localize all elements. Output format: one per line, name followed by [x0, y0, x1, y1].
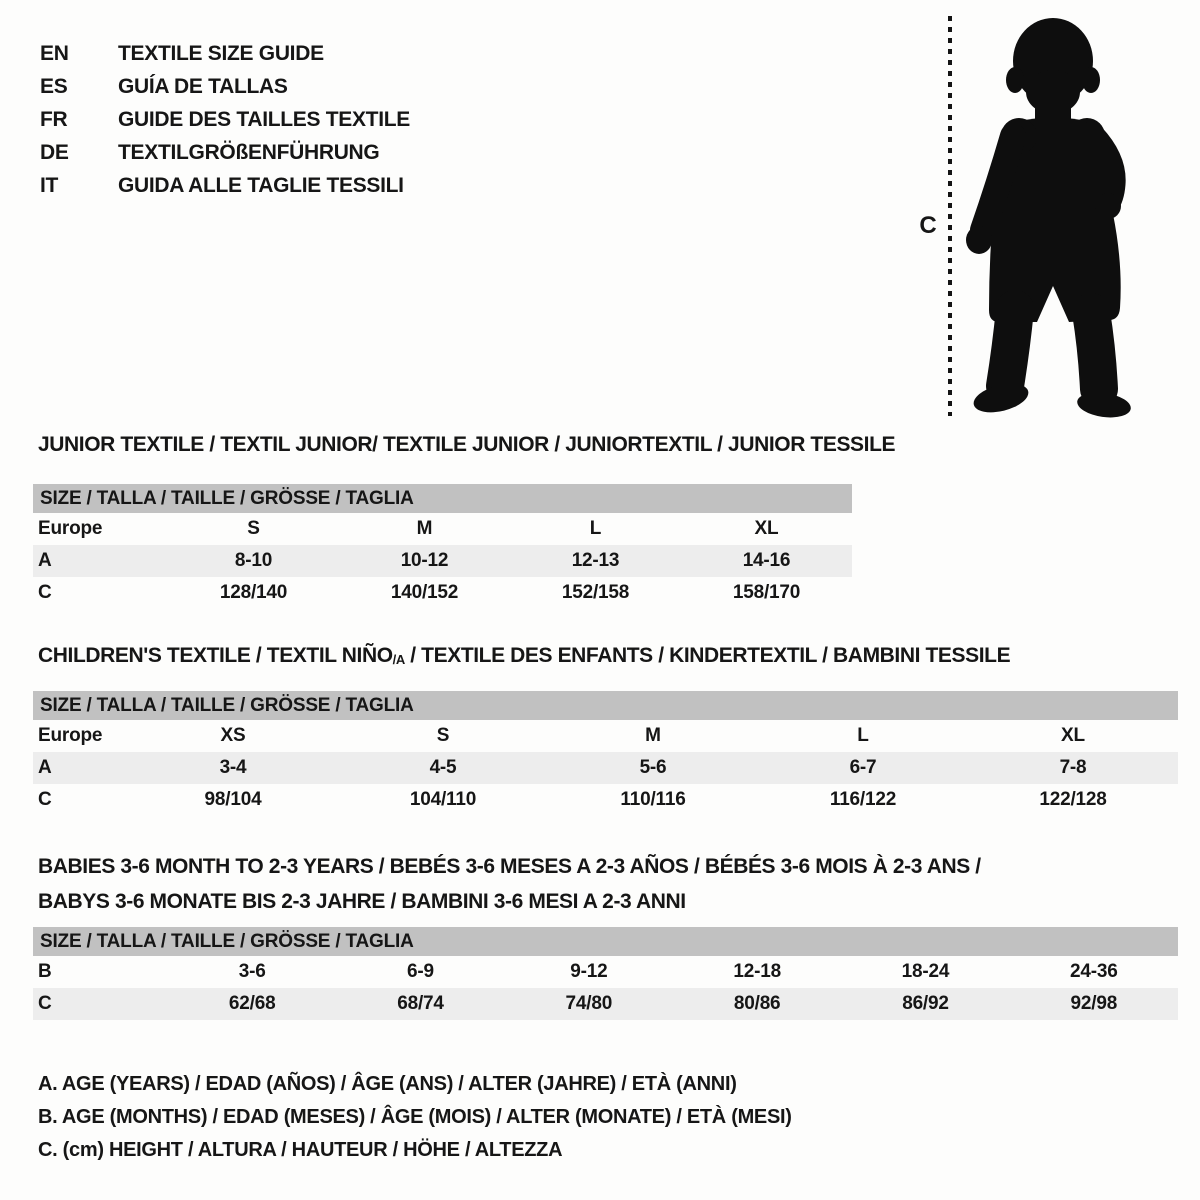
language-row: [40, 70, 410, 103]
babies-title-line1: BABIES 3-6 MONTH TO 2-3 YEARS / BEBÉS 3-6 MESES A 2-3 AÑOS / BÉBÉS 3-6 MOIS À 2-3 ANS /: [38, 855, 981, 878]
age-cell: 10-12: [339, 545, 510, 577]
children-title-part: / TEXTILE DES ENFANTS / KINDERTEXTIL / BAMBINI TESSILE: [404, 644, 1011, 667]
height-cell: 122/128: [1039, 789, 1107, 810]
table-row: [33, 988, 1178, 1020]
age-cell: 18-24: [901, 961, 950, 982]
size-header-label: SIZE / TALLA / TAILLE / GRÖSSE / TAGLIA: [33, 691, 1178, 720]
guide-title: GUÍA DE TALLAS: [118, 75, 288, 98]
age-cell: 12-13: [510, 545, 681, 577]
table-row: [33, 784, 1178, 816]
language-row: [40, 103, 410, 136]
age-cell: 7-8: [968, 752, 1178, 784]
height-cell: 92/98: [1010, 988, 1178, 1020]
table-row: [33, 752, 1178, 784]
row-label: B: [38, 961, 52, 982]
toddler-silhouette: [963, 14, 1135, 418]
row-label: C: [33, 988, 168, 1020]
babies-section-title: [38, 849, 981, 919]
height-cell: 104/110: [409, 789, 477, 810]
age-cell: 5-6: [548, 752, 758, 784]
row-label: A: [33, 545, 168, 577]
size-cell: XL: [754, 518, 779, 539]
height-cell: 98/104: [204, 789, 262, 810]
table-row: [33, 577, 852, 609]
height-cell: 74/80: [505, 988, 673, 1020]
footnote-a: A. AGE (YEARS) / EDAD (AÑOS) / ÂGE (ANS) / ALTER (JAHRE) / ETÀ (ANNI): [38, 1073, 737, 1095]
junior-section-title: JUNIOR TEXTILE / TEXTIL JUNIOR/ TEXTILE JUNIOR / JUNIORTEXTIL / JUNIOR TESSILE: [38, 433, 896, 456]
height-cell: 86/92: [841, 988, 1009, 1020]
language-title-list: [40, 37, 410, 202]
height-cell: 128/140: [219, 582, 288, 603]
row-label: Europe: [38, 725, 103, 746]
language-row: [40, 136, 410, 169]
height-cell: 152/158: [561, 582, 630, 603]
height-cell: 62/68: [168, 988, 336, 1020]
age-cell: 3-4: [128, 752, 338, 784]
language-code: FR: [40, 108, 68, 131]
age-cell: 14-16: [681, 545, 852, 577]
row-label: A: [33, 752, 128, 784]
size-cell: XS: [220, 725, 246, 746]
size-header-label: SIZE / TALLA / TAILLE / GRÖSSE / TAGLIA: [33, 484, 852, 513]
children-title-sub: /A: [392, 652, 405, 667]
size-cell: S: [436, 725, 450, 746]
language-code: IT: [40, 174, 59, 197]
height-cell: 158/170: [732, 582, 801, 603]
size-header-label: SIZE / TALLA / TAILLE / GRÖSSE / TAGLIA: [33, 927, 1178, 956]
legend-footnotes: [38, 1068, 792, 1167]
footnote-c: C. (cm) HEIGHT / ALTURA / HAUTEUR / HÖHE / ALTEZZA: [38, 1139, 563, 1161]
guide-title: GUIDA ALLE TAGLIE TESSILI: [118, 174, 404, 197]
junior-size-table: [33, 484, 852, 609]
height-measure-label: C: [919, 212, 937, 239]
row-label: Europe: [38, 518, 103, 539]
height-cell: 140/152: [390, 582, 459, 603]
guide-title: GUIDE DES TAILLES TEXTILE: [118, 108, 410, 131]
size-header-band: [33, 927, 1178, 956]
language-code: EN: [40, 42, 69, 65]
language-row: [40, 37, 410, 70]
language-row: [40, 169, 410, 202]
height-dotted-line: [948, 16, 952, 416]
language-code: DE: [40, 141, 69, 164]
size-cell: M: [645, 725, 661, 746]
age-cell: 4-5: [338, 752, 548, 784]
height-cell: 80/86: [673, 988, 841, 1020]
table-row: [33, 513, 852, 545]
age-cell: 24-36: [1070, 961, 1118, 982]
children-section-title: [38, 644, 1010, 668]
age-cell: 6-9: [407, 961, 434, 982]
size-header-band: [33, 691, 1178, 720]
row-label: C: [38, 789, 52, 810]
guide-title: TEXTILGRÖßENFÜHRUNG: [118, 141, 380, 164]
age-cell: 6-7: [758, 752, 968, 784]
toddler-silhouette-image: [963, 14, 1135, 418]
size-cell: L: [857, 725, 869, 746]
language-code: ES: [40, 75, 68, 98]
height-cell: 68/74: [336, 988, 504, 1020]
size-header-band: [33, 484, 852, 513]
children-title-part: CHILDREN'S TEXTILE / TEXTIL NIÑO: [38, 644, 393, 667]
age-cell: 9-12: [570, 961, 608, 982]
size-cell: L: [589, 518, 602, 539]
row-label: C: [38, 582, 52, 603]
age-cell: 12-18: [733, 961, 781, 982]
size-cell: XL: [1061, 725, 1085, 746]
age-cell: 8-10: [168, 545, 339, 577]
table-row: [33, 545, 852, 577]
table-row: [33, 720, 1178, 752]
height-cell: 116/122: [829, 789, 897, 810]
babies-size-table: [33, 927, 1178, 1020]
table-row: [33, 956, 1178, 988]
height-cell: 110/116: [620, 789, 686, 810]
babies-title-line2: BABYS 3-6 MONATE BIS 2-3 JAHRE / BAMBINI 3-6 MESI A 2-3 ANNI: [38, 890, 686, 913]
age-cell: 3-6: [238, 961, 266, 982]
size-cell: S: [247, 518, 260, 539]
size-cell: M: [416, 518, 433, 539]
guide-title: TEXTILE SIZE GUIDE: [118, 42, 324, 65]
footnote-b: B. AGE (MONTHS) / EDAD (MESES) / ÂGE (MOIS) / ALTER (MONATE) / ETÀ (MESI): [38, 1106, 792, 1128]
children-size-table: [33, 691, 1178, 816]
